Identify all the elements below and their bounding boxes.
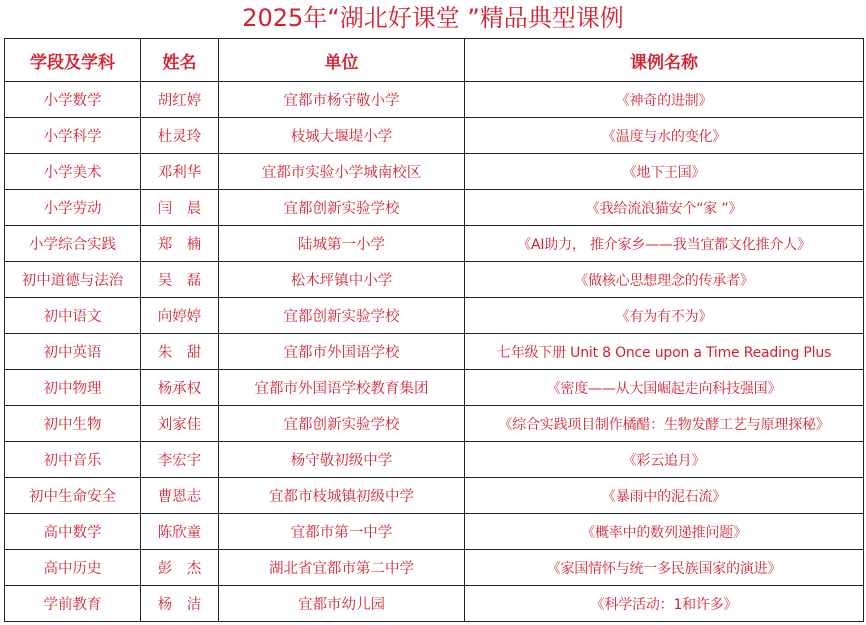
name-cell: 闫 晨 (141, 190, 219, 226)
subject-cell: 小学数学 (5, 82, 141, 118)
page-title: 2025年“湖北好课堂 ”精品典型课例 (242, 4, 624, 32)
name-cell: 刘家佳 (141, 406, 219, 442)
table-row (5, 550, 864, 586)
course-cell: 《综合实践项目制作橘醋：生物发酵工艺与原理探秘》 (465, 406, 864, 442)
course-cell: 《温度与水的变化》 (465, 118, 864, 154)
table-row (5, 82, 864, 118)
header-name: 姓名 (141, 39, 219, 82)
name-cell: 郑 楠 (141, 226, 219, 262)
table-row (5, 154, 864, 190)
unit-cell: 湖北省宜都市第二中学 (219, 550, 465, 586)
unit-cell: 宜都市杨守敬小学 (219, 82, 465, 118)
name-cell: 向婷婷 (141, 298, 219, 334)
header-subject: 学段及学科 (5, 39, 141, 82)
course-cell: 《地下王国》 (465, 154, 864, 190)
subject-cell: 初中生命安全 (5, 478, 141, 514)
name-cell: 杜灵玲 (141, 118, 219, 154)
name-cell: 朱 甜 (141, 334, 219, 370)
table-row (5, 370, 864, 406)
unit-cell: 陆城第一小学 (219, 226, 465, 262)
unit-cell: 杨守敬初级中学 (219, 442, 465, 478)
course-table (4, 38, 864, 622)
course-cell: 《AI助力， 推介家乡——我当宜都文化推介人》 (465, 226, 864, 262)
subject-cell: 高中历史 (5, 550, 141, 586)
name-cell: 杨承权 (141, 370, 219, 406)
subject-cell: 高中数学 (5, 514, 141, 550)
table-row (5, 226, 864, 262)
course-cell: 七年级下册 Unit 8 Once upon a Time Reading Plus (465, 334, 864, 370)
table-row (5, 118, 864, 154)
course-cell: 《家国情怀与统一多民族国家的演进》 (465, 550, 864, 586)
name-cell: 彭 杰 (141, 550, 219, 586)
unit-cell: 宜都创新实验学校 (219, 298, 465, 334)
subject-cell: 小学劳动 (5, 190, 141, 226)
name-cell: 杨 洁 (141, 586, 219, 622)
subject-cell: 初中英语 (5, 334, 141, 370)
course-cell: 《神奇的进制》 (465, 82, 864, 118)
subject-cell: 初中音乐 (5, 442, 141, 478)
course-cell: 《彩云追月》 (465, 442, 864, 478)
table-row (5, 334, 864, 370)
table-row (5, 262, 864, 298)
unit-cell: 松木坪镇中小学 (219, 262, 465, 298)
subject-cell: 初中道德与法治 (5, 262, 141, 298)
course-cell: 《暴雨中的泥石流》 (465, 478, 864, 514)
unit-cell: 宜都市枝城镇初级中学 (219, 478, 465, 514)
table-row (5, 298, 864, 334)
subject-cell: 小学综合实践 (5, 226, 141, 262)
course-cell: 《我给流浪猫安个“家 ”》 (465, 190, 864, 226)
unit-cell: 枝城大堰堤小学 (219, 118, 465, 154)
subject-cell: 学前教育 (5, 586, 141, 622)
table-row (5, 514, 864, 550)
unit-cell: 宜都创新实验学校 (219, 406, 465, 442)
unit-cell: 宜都市第一中学 (219, 514, 465, 550)
course-cell: 《密度——从大国崛起走向科技强国》 (465, 370, 864, 406)
course-cell: 《做核心思想理念的传承者》 (465, 262, 864, 298)
name-cell: 胡红婷 (141, 82, 219, 118)
table-row (5, 190, 864, 226)
unit-cell: 宜都市外国语学校 (219, 334, 465, 370)
name-cell: 李宏宇 (141, 442, 219, 478)
unit-cell: 宜都市外国语学校教育集团 (219, 370, 465, 406)
subject-cell: 小学科学 (5, 118, 141, 154)
course-cell: 《有为有不为》 (465, 298, 864, 334)
name-cell: 陈欣童 (141, 514, 219, 550)
name-cell: 曹恩志 (141, 478, 219, 514)
table-row (5, 478, 864, 514)
unit-cell: 宜都创新实验学校 (219, 190, 465, 226)
course-cell: 《科学活动：1和许多》 (465, 586, 864, 622)
unit-cell: 宜都市幼儿园 (219, 586, 465, 622)
unit-cell: 宜都市实验小学城南校区 (219, 154, 465, 190)
table-header-row (5, 39, 864, 82)
course-cell: 《概率中的数列递推问题》 (465, 514, 864, 550)
subject-cell: 小学美术 (5, 154, 141, 190)
name-cell: 邓利华 (141, 154, 219, 190)
table-row (5, 442, 864, 478)
header-course: 课例名称 (465, 39, 864, 82)
subject-cell: 初中语文 (5, 298, 141, 334)
table-row (5, 406, 864, 442)
table-row (5, 586, 864, 622)
subject-cell: 初中生物 (5, 406, 141, 442)
subject-cell: 初中物理 (5, 370, 141, 406)
name-cell: 吴 磊 (141, 262, 219, 298)
header-unit: 单位 (219, 39, 465, 82)
